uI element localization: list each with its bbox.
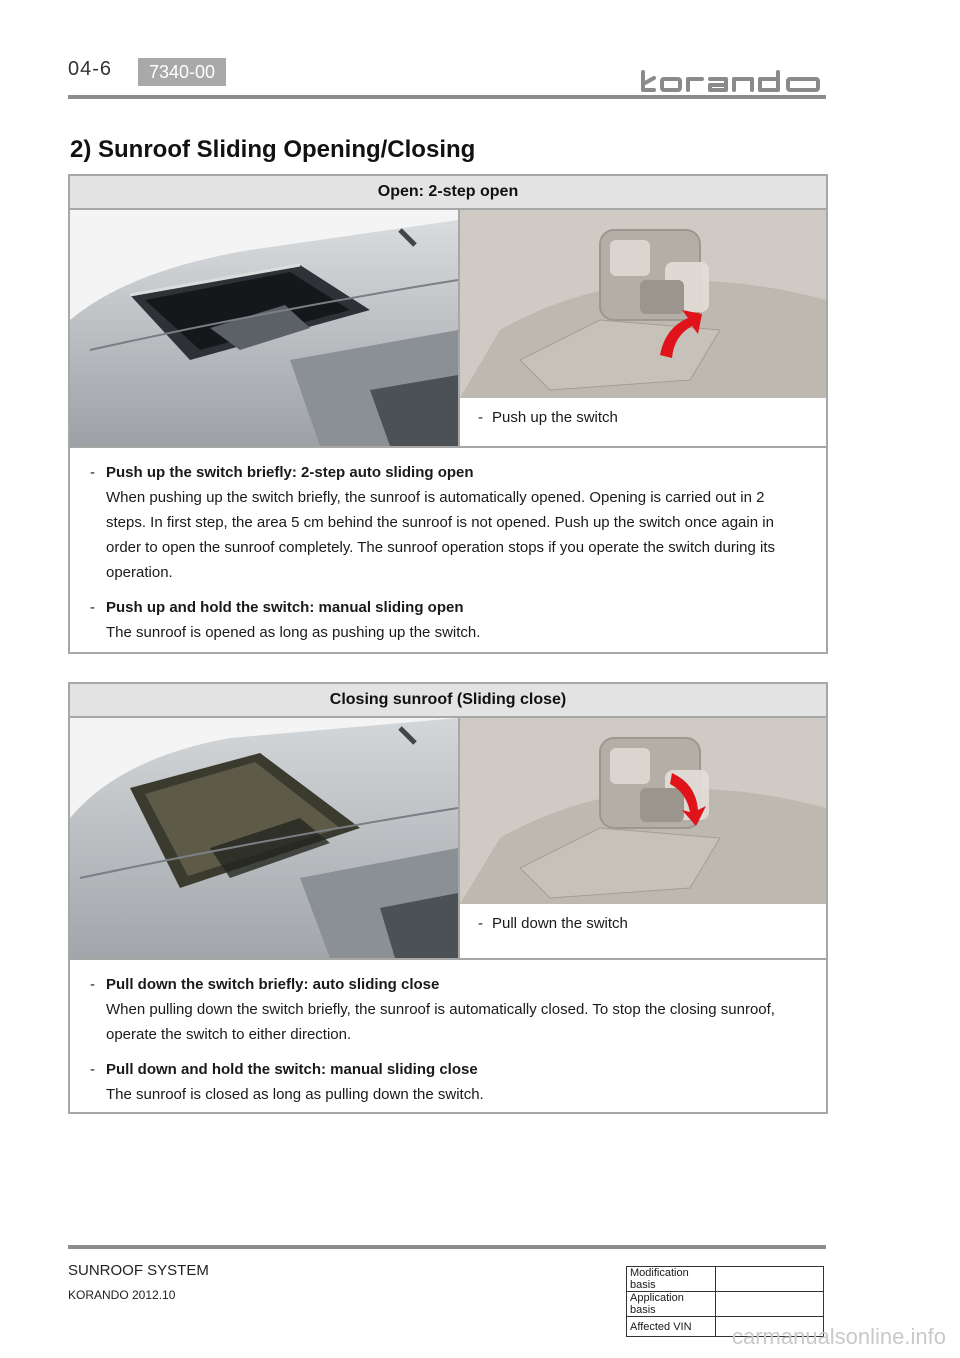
car-roof-closed-photo — [70, 718, 460, 958]
section-title: 2) Sunroof Sliding Opening/Closing — [70, 136, 476, 163]
watermark: carmanualsonline.info — [731, 1324, 946, 1349]
header-rule — [68, 95, 826, 99]
page-number: 04-6 — [68, 58, 113, 80]
footer-subtitle: KORANDO 2012.10 — [68, 1288, 176, 1302]
close-panel — [68, 682, 828, 1114]
item-body: The sunroof is opened as long as pushing up the switch. — [106, 624, 481, 641]
car-roof-open-photo — [70, 210, 460, 446]
panel-heading: Open: 2-step open — [70, 176, 826, 210]
item-dash: - — [90, 464, 95, 481]
item-heading: Push up and hold the switch: manual sliding open — [106, 599, 464, 616]
basis-label: Application basis — [627, 1292, 716, 1317]
section-code-badge: 7340-00 — [138, 58, 226, 86]
table-row — [627, 1267, 824, 1292]
item-body: The sunroof is closed as long as pulling down the switch. — [106, 1086, 484, 1103]
item-heading: Pull down and hold the switch: manual sliding close — [106, 1061, 478, 1078]
switch-caption — [460, 398, 826, 446]
caption-text: Pull down the switch — [492, 915, 628, 932]
basis-label: Modification basis — [627, 1267, 716, 1292]
footer-title: SUNROOF SYSTEM — [68, 1262, 209, 1279]
list-item — [90, 1057, 806, 1107]
panel-heading: Closing sunroof (Sliding close) — [70, 684, 826, 718]
item-heading: Pull down the switch briefly: auto sliding close — [106, 976, 440, 993]
switch-push-up-photo — [460, 210, 826, 398]
open-panel — [68, 174, 828, 654]
item-body: When pulling down the switch briefly, the sunroof is automatically closed. To stop the closing sunroof, operate the switch to either direction. — [106, 1001, 775, 1043]
illustration-row — [70, 718, 826, 960]
caption-dash: - — [478, 409, 483, 426]
footer-rule — [68, 1245, 826, 1249]
item-dash: - — [90, 976, 95, 993]
switch-pull-down-photo — [460, 718, 826, 904]
item-dash: - — [90, 1061, 95, 1078]
instruction-list — [70, 448, 826, 645]
list-item — [90, 595, 806, 645]
list-item — [90, 972, 806, 1047]
basis-value — [716, 1292, 824, 1317]
caption-dash: - — [478, 915, 483, 932]
basis-value — [716, 1267, 824, 1292]
switch-caption — [460, 904, 826, 958]
basis-label: Affected VIN — [627, 1317, 716, 1337]
instruction-list — [70, 960, 826, 1107]
table-row — [627, 1292, 824, 1317]
list-item — [90, 460, 806, 585]
illustration-row — [70, 210, 826, 448]
item-heading: Push up the switch briefly: 2-step auto sliding open — [106, 464, 474, 481]
korando-logo — [640, 70, 826, 92]
item-body: When pushing up the switch briefly, the sunroof is automatically opened. Opening is carried out in 2 steps. In first step, the area 5 cm behind the sunroof is not opened. Push up the switch once again in order to open the sunroof completely. The sunroof operation stops if you operate the switch during its operation. — [106, 489, 776, 581]
item-dash: - — [90, 599, 95, 616]
caption-text: Push up the switch — [492, 409, 618, 426]
